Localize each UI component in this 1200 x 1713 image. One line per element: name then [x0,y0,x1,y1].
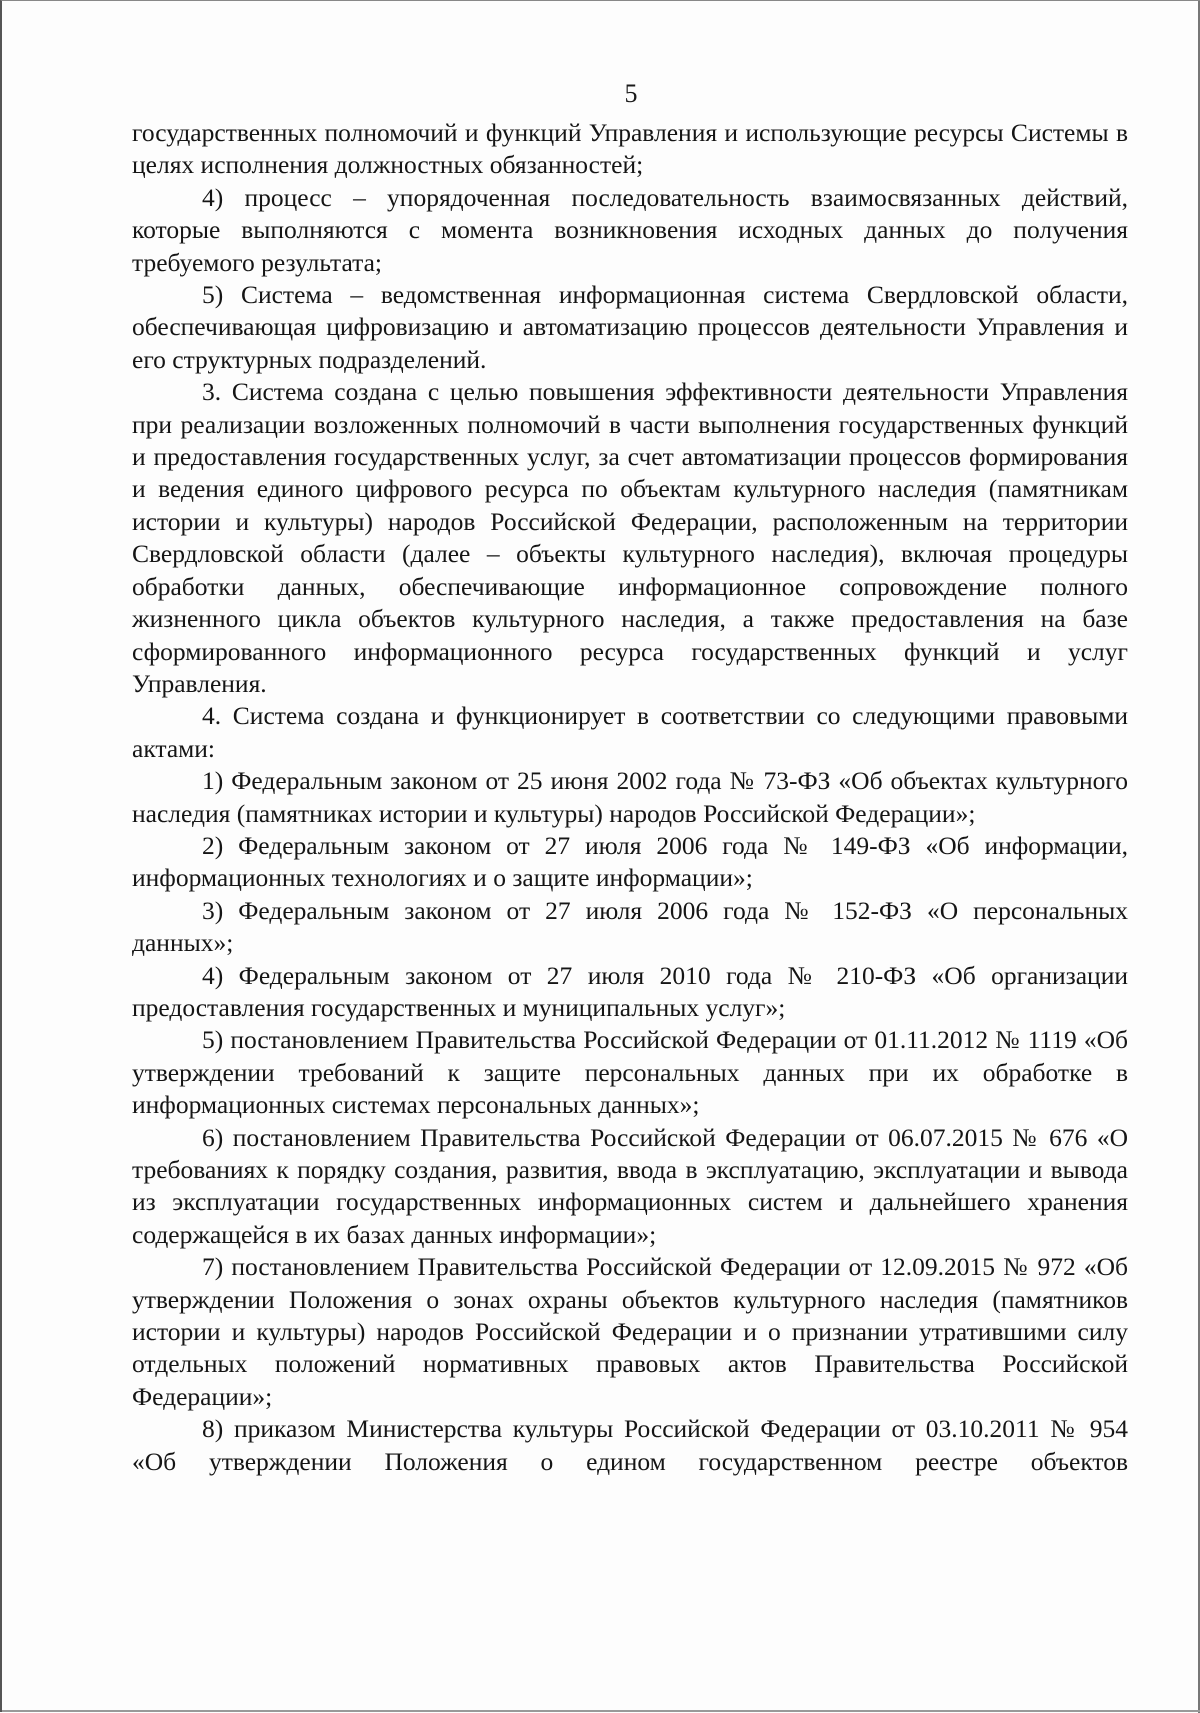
list-item-law-73: 1) Федеральным законом от 25 июня 2002 года № 73-ФЗ «Об объектах культурного наследия (памятниках истории и культуры) народов Российской Федерации»; [132,766,1128,828]
document-body [132,117,1128,1478]
list-item-resolution-972: 7) постановлением Правительства Российской Федерации от 12.09.2015 № 972 «Об утверждении Положения о зонах охраны объектов культурного наследия (памятников истории и культуры) народов Российской Федерации и о признании утратившими силу отдельных положений нормативных правовых актов Правительства Российской Федерации»; [132,1252,1128,1411]
list-item-resolution-1119: 5) постановлением Правительства Российской Федерации от 01.11.2012 № 1119 «Об утверждении требований к защите персональных данных при их обработке в информационных системах персональных данных»; [132,1025,1128,1120]
paragraph-section-3: 3. Система создана с целью повышения эффективности деятельности Управления при реализации возложенных полномочий в части выполнения государственных функций и предоставления государственных услуг, за счет автоматизации процессов формирования и ведения единого цифрового ресурса по объектам культурного наследия (памятникам истории и культуры) народов Российской Федерации, расположенным на территории Свердловской области (далее – объекты культурного наследия), включая процедуры обработки данных, обеспечивающие информационное сопровождение полного жизненного цикла объектов культурного наследия, а также предоставления на базе сформированного информационного ресурса государственных функций и услуг Управления. [132,377,1128,698]
list-item-order-954: 8) приказом Министерства культуры Российской Федерации от 03.10.2011 № 954 «Об утверждении Положения о едином государственном реестре объектов [132,1414,1128,1476]
paragraph-continuation: государственных полномочий и функций Управления и использующие ресурсы Системы в целях исполнения должностных обязанностей; [132,118,1128,180]
paragraph-definition-system: 5) Система – ведомственная информационная система Свердловской области, обеспечивающая цифровизацию и автоматизацию процессов деятельности Управления и его структурных подразделений. [132,280,1128,374]
list-item-law-152: 3) Федеральным законом от 27 июля 2006 года № 152-ФЗ «О персональных данных»; [132,895,1128,958]
list-item-law-210: 4) Федеральным законом от 27 июля 2010 года № 210-ФЗ «Об организации предоставления государственных и муниципальных услуг»; [132,960,1128,1022]
paragraph-section-4: 4. Система создана и функционирует в соответствии со следующими правовыми актами: [132,701,1128,763]
list-item-law-149: 2) Федеральным законом от 27 июля 2006 года № 149-ФЗ «Об информации, информационных технологиях и о защите информации»; [132,830,1128,893]
paragraph-definition-process: 4) процесс – упорядоченная последовательность взаимосвязанных действий, которые выполняются с момента возникновения исходных данных до получения требуемого результата; [132,182,1128,277]
page-number: 5 [624,79,638,108]
list-item-resolution-676: 6) постановлением Правительства Российской Федерации от 06.07.2015 № 676 «О требованиях к порядку создания, развития, ввода в эксплуатацию, эксплуатации и вывода из эксплуатации государственных информационных систем и дальнейшего хранения содержащейся в их базах данных информации»; [132,1122,1128,1249]
